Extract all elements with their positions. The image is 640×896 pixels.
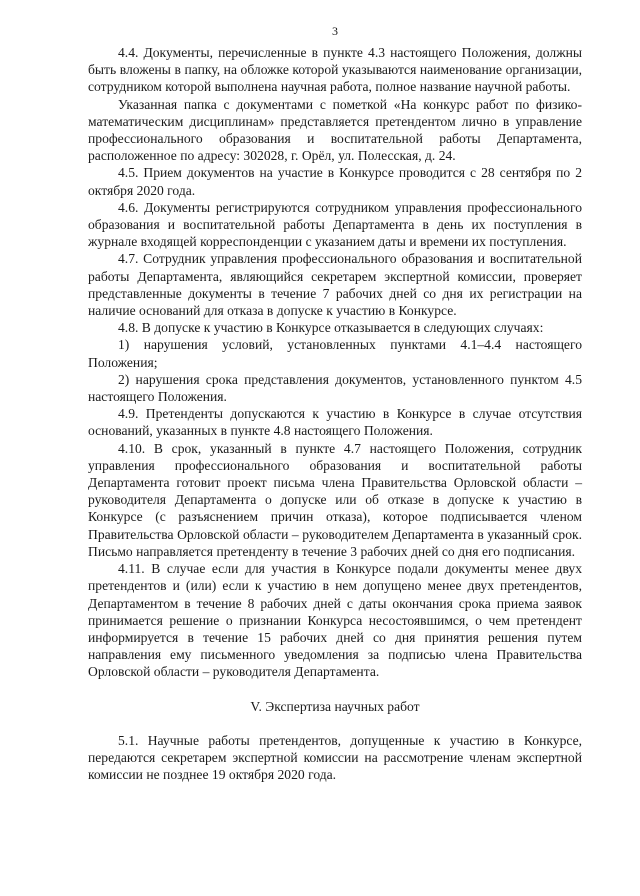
paragraph-4-5: 4.5. Прием документов на участие в Конкурсе проводится с 28 сентября по 2 октября 2020 года. — [88, 165, 582, 198]
paragraph-4-7: 4.7. Сотрудник управления профессионального образования и воспитательной работы Департамента, являющийся секретарем экспертной комиссии, проверяет представленные документы в течение 7 рабочих дней со дня их регистрации на наличие оснований для отказа в допуске к участию в Конкурсе. — [88, 251, 582, 319]
paragraph-4-9: 4.9. Претенденты допускаются к участию в Конкурсе в случае отсутствия оснований, указанных в пункте 4.8 настоящего Положения. — [88, 406, 582, 439]
paragraph-4-11: 4.11. В случае если для участия в Конкурсе подали документы менее двух претендентов и (или) если к участию в нем допущено менее двух претендентов, Департаментом в течение 8 рабочих дней с даты окончания срока приема заявок принимается решение о признании Конкурса несостоявшимся, о чем претендент информируется в течение 15 рабочих дней со дня принятия решения путем направления ему письменного уведомления за подписью члена Правительства Орловской области – руководителя Департамента. — [88, 561, 582, 680]
list-item-2: 2) нарушения срока представления документов, установленного пунктом 4.5 настоящего Положения. — [88, 371, 582, 405]
list-item-1: 1) нарушения условий, установленных пунктами 4.1–4.4 настоящего Положения; — [88, 337, 582, 370]
paragraph-4-8: 4.8. В допуске к участию в Конкурсе отказывается в следующих случаях: — [118, 320, 544, 336]
section-heading: V. Экспертиза научных работ — [250, 698, 420, 714]
paragraph-5-1: 5.1. Научные работы претендентов, допущенные к участию в Конкурсе, передаются секретарем экспертной комиссии на рассмотрение членам экспертной комиссии не позднее 19 октября 2020 года. — [88, 732, 582, 783]
page-number: 3 — [332, 24, 338, 38]
paragraph-4-10: 4.10. В срок, указанный в пункте 4.7 настоящего Положения, сотрудник управления профессионального образования и воспитательной работы Департамента готовит проект письма члена Правительства Орловской области – руководителя Департамента о допуске или об отказе в допуске к участию в Конкурсе (с разъяснением причин отказа), которое подписывается членом Правительства Орловской области – руководителем Департамента в указанный срок. Письмо направляется претенденту в течение 3 рабочих дней со дня его подписания. — [88, 440, 582, 559]
paragraph-4-6: 4.6. Документы регистрируются сотрудником управления профессионального образования и воспитательной работы Департамента в день их поступления в журнале входящей корреспонденции с указанием даты и времени их поступления. — [88, 199, 582, 250]
paragraph-folder-submission: Указанная папка с документами с пометкой «На конкурс работ по физико-математическим дисциплинам» представляется претендентом лично в управление профессионального образования и воспитательной работы Департамента, расположенное по адресу: 302028, г. Орёл, ул. Полесская, д. 24. — [88, 96, 582, 164]
paragraph-4-4: 4.4. Документы, перечисленные в пункте 4.3 настоящего Положения, должны быть вложены в папку, на обложке которой указываются наименование организации, сотрудником которой выполнена научная работа, полное название научной работы. — [88, 45, 582, 95]
